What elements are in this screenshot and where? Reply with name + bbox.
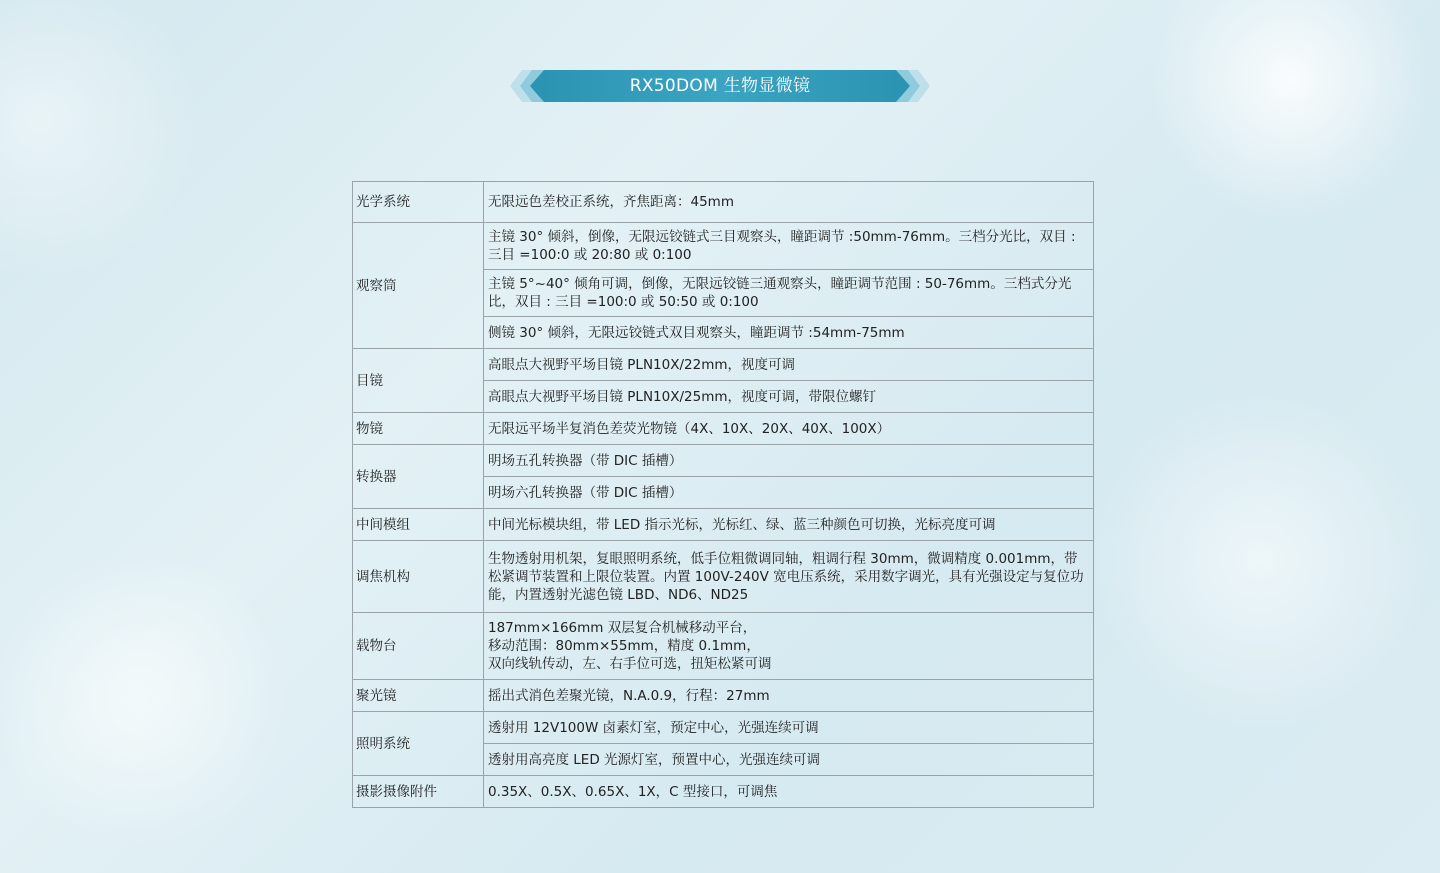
spec-value: 主镜 5°~40° 倾角可调，倒像，无限远铰链三通观察头，瞳距调节范围 : 50-76mm。三档式分光比，双目 : 三目 =100:0 或 50:50 或 0:100 <box>484 270 1094 317</box>
spec-label: 照明系统 <box>353 712 484 776</box>
spec-value: 高眼点大视野平场目镜 PLN10X/22mm，视度可调 <box>484 349 1094 381</box>
title-banner <box>510 70 930 102</box>
spec-value: 中间光标模块组，带 LED 指示光标，光标红、绿、蓝三种颜色可切换，光标亮度可调 <box>484 509 1094 541</box>
spec-row-objective <box>353 413 1094 445</box>
spec-value: 无限远色差校正系统，齐焦距离：45mm <box>484 182 1094 223</box>
spec-value: 高眼点大视野平场目镜 PLN10X/25mm，视度可调，带限位螺钉 <box>484 381 1094 413</box>
spec-row-nosepiece <box>353 445 1094 477</box>
spec-row-focusing <box>353 541 1094 613</box>
spec-value: 0.35X、0.5X、0.65X、1X，C 型接口，可调焦 <box>484 776 1094 808</box>
spec-value: 侧镜 30° 倾斜，无限远铰链式双目观察头，瞳距调节 :54mm-75mm <box>484 317 1094 349</box>
spec-row-illumination <box>353 712 1094 744</box>
spec-table <box>352 181 1094 808</box>
spec-row-camera-adapter <box>353 776 1094 808</box>
spec-value: 透射用高亮度 LED 光源灯室，预置中心，光强连续可调 <box>484 744 1094 776</box>
spec-label: 目镜 <box>353 349 484 413</box>
spec-label: 中间模组 <box>353 509 484 541</box>
spec-value: 187mm×166mm 双层复合机械移动平台， 移动范围：80mm×55mm，精度 0.1mm， 双向线轨传动，左、右手位可选，扭矩松紧可调 <box>484 613 1094 680</box>
spec-label: 观察筒 <box>353 223 484 349</box>
spec-label: 摄影摄像附件 <box>353 776 484 808</box>
spec-value: 明场五孔转换器（带 DIC 插槽） <box>484 445 1094 477</box>
spec-row-viewing-head <box>353 223 1094 270</box>
spec-row-optical-system <box>353 182 1094 223</box>
spec-value: 生物透射用机架，复眼照明系统，低手位粗微调同轴，粗调行程 30mm，微调精度 0.001mm，带松紧调节装置和上限位装置。内置 100V-240V 宽电压系统，采用数字调光，具有光强设定与复位功能，内置透射光滤色镜 LBD、ND6、ND25 <box>484 541 1094 613</box>
spec-label: 聚光镜 <box>353 680 484 712</box>
spec-value: 无限远平场半复消色差荧光物镜（4X、10X、20X、40X、100X） <box>484 413 1094 445</box>
spec-label: 调焦机构 <box>353 541 484 613</box>
spec-label: 物镜 <box>353 413 484 445</box>
spec-row-stage <box>353 613 1094 680</box>
spec-value: 明场六孔转换器（带 DIC 插槽） <box>484 477 1094 509</box>
page-title: RX50DOM 生物显微镜 <box>629 76 811 96</box>
spec-row-eyepiece <box>353 349 1094 381</box>
spec-label: 光学系统 <box>353 182 484 223</box>
spec-row-condenser <box>353 680 1094 712</box>
spec-value: 摇出式消色差聚光镜，N.A.0.9，行程：27mm <box>484 680 1094 712</box>
spec-label: 转换器 <box>353 445 484 509</box>
spec-value: 主镜 30° 倾斜，倒像，无限远铰链式三目观察头，瞳距调节 :50mm-76mm。三档分光比，双目 : 三目 =100:0 或 20:80 或 0:100 <box>484 223 1094 270</box>
spec-label: 载物台 <box>353 613 484 680</box>
spec-value: 透射用 12V100W 卤素灯室，预定中心，光强连续可调 <box>484 712 1094 744</box>
spec-row-intermediate-module <box>353 509 1094 541</box>
